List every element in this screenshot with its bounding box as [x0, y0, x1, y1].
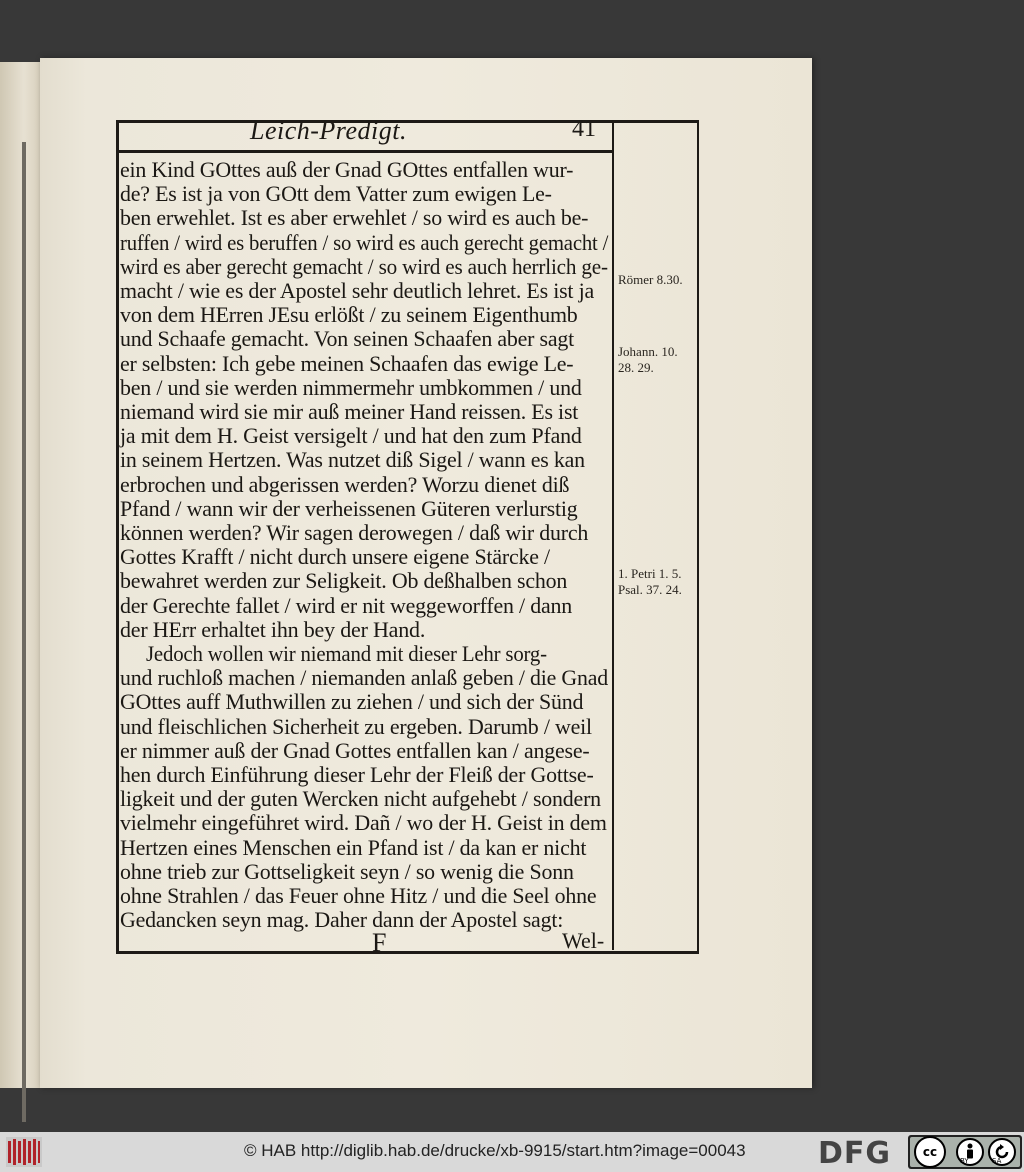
marginal-note-line: Psal. 37. 24. — [618, 582, 682, 597]
text-line: ben erwehlet. Ist es aber erwehlet / so wird es auch be- — [120, 205, 589, 231]
text-line: ruffen / wird es beruffen / so wird es auch gerecht gemacht / — [120, 229, 609, 255]
text-line: er selbsten: Ich gebe meinen Schaafen das ewige Le- — [120, 350, 574, 376]
marginal-note-line: Römer 8.30. — [618, 272, 683, 287]
text-line: ligkeit und der guten Wercken nicht aufgehebt / sondern — [120, 786, 601, 812]
signature-mark: F — [372, 928, 387, 957]
dfg-logo[interactable]: DFG — [818, 1136, 892, 1171]
footer-bar — [0, 1132, 1024, 1172]
text-line: Gedancken seyn mag. Daher dann der Apostel sagt: — [120, 907, 564, 933]
text-line: Gottes Krafft / nicht durch unsere eigene Stärcke / — [120, 544, 550, 570]
text-line: er nimmer auß der Gnad Gottes entfallen kan / angese- — [120, 737, 590, 763]
text-line: ja mit dem H. Geist versigelt / und hat den zum Pfand — [120, 423, 582, 449]
text-line: können werden? Wir sagen derowegen / daß wir durch — [120, 520, 589, 545]
cc-icon: cc — [914, 1136, 946, 1168]
marginal-note-line: 1. Petri 1. 5. — [618, 566, 682, 581]
text-line: ben / und sie werden nimmermehr umbkommen / und — [120, 374, 582, 400]
copyright-link[interactable]: © HAB http://diglib.hab.de/drucke/xb-9915/start.htm?image=00043 — [244, 1141, 746, 1160]
text-line: wird es aber gerecht gemacht / so wird es auch herrlich ge- — [120, 253, 608, 279]
text-line: niemand wird sie mir auß meiner Hand reissen. Es ist — [120, 399, 579, 424]
marginal-note-line: 28. 29. — [618, 360, 654, 375]
text-line: und Schaafe gemacht. Von seinen Schaafen aber sagt — [120, 326, 575, 352]
text-line: Hertzen eines Menschen ein Pfand ist / da kan er nicht — [120, 834, 587, 860]
text-line: GOttes auff Muthwillen zu ziehen / und sich der Sünd — [120, 689, 584, 715]
text-line: ohne trieb zur Gottseligkeit seyn / so wenig die Sonn — [120, 858, 574, 884]
text-line: de? Es ist ja von GOtt dem Vatter zum ewigen Le- — [120, 181, 552, 207]
previous-page-frame-line — [22, 142, 26, 1122]
header-rule — [116, 150, 614, 153]
hab-logo-icon[interactable] — [6, 1137, 42, 1167]
text-line: der Gerechte fallet / wird er nit weggeworffen / dann — [120, 592, 573, 618]
text-line: und fleischlichen Sicherheit zu ergeben. Darumb / weil — [120, 713, 592, 739]
text-line: der HErr erhaltet ihn bey der Hand. — [120, 616, 426, 642]
marginal-note — [618, 566, 682, 598]
text-line: und ruchloß machen / niemanden anlaß geben / die Gnad — [120, 665, 608, 691]
text-line: Jedoch wollen wir niemand mit dieser Lehr sorg- — [146, 641, 547, 666]
page-number: 41 — [572, 116, 596, 142]
text-line: ein Kind GOttes auß der Gnad GOttes entfallen wur- — [120, 157, 574, 182]
text-line: hen durch Einführung dieser Lehr der Fleiß der Gottse- — [120, 762, 594, 787]
running-head: Leich-Predigt. — [250, 116, 407, 145]
previous-page-edge — [0, 62, 40, 1088]
marginal-note — [618, 344, 678, 376]
cc-license-badge[interactable] — [908, 1135, 1022, 1169]
catchword: Wel- — [562, 928, 605, 953]
by-label: BY — [960, 1157, 969, 1165]
marginal-note-line: Johann. 10. — [618, 344, 678, 359]
marginal-note — [618, 272, 683, 288]
text-line: Pfand / wann wir der verheissenen Güteren verlurstig — [120, 495, 578, 521]
text-line: erbrochen und abgerissen werden? Worzu dienet diß — [120, 471, 570, 497]
text-line: von dem HErren JEsu erlößt / zu seinem Eigenthumb — [120, 302, 578, 328]
margin-rule — [612, 120, 614, 950]
text-line: macht / wie es der Apostel sehr deutlich lehret. Es ist ja — [120, 278, 594, 303]
sa-label: SA — [992, 1157, 1002, 1165]
text-line: bewahret werden zur Seligkeit. Ob deßhalben schon — [120, 568, 568, 594]
text-line: ohne Strahlen / das Feuer ohne Hitz / und die Seel ohne — [120, 883, 597, 908]
text-line: vielmehr eingeführet wird. Dañ / wo der H. Geist in dem — [120, 810, 607, 836]
text-line: in seinem Hertzen. Was nutzet diß Sigel / wann es kan — [120, 447, 585, 473]
